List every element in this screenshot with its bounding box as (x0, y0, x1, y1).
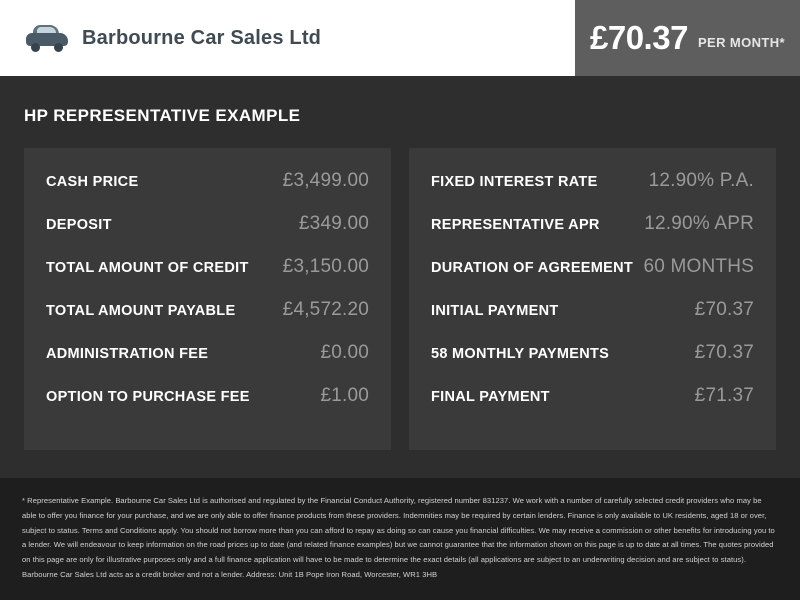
disclaimer-text: * Representative Example. Barbourne Car Sales Ltd is authorised and regulated by the Financial Conduct Authority, registered number 831237. We work with a number of carefully selected credit providers who may be able to offer you finance for your purchase, and we are only able to offer finance products from these providers. Indemnities may be required by certain lenders. Finance is only available to UK residents, aged 18 or over, subject to status. Terms and Conditions apply. You should not borrow more than you can afford to repay as doing so can cause you financial difficulties. We may receive a commission or other benefits for introducing you to a lender. We will endeavour to keep information on the road prices up to date (and related finance examples) but we cannot guarantee that the information shown on this page is up to date at all times. The quotes provided on this page are only for illustrative purposes only and a full finance application will have to be made to determine the exact details (all applications are subject to an underwriting decision and are subject to status). Barbourne Car Sales Ltd acts as a credit broker and not a lender. Address: Unit 1B Pope Iron Road, Worcester, WR1 3HB (22, 496, 775, 579)
row-label: DURATION OF AGREEMENT (431, 260, 634, 276)
row-label: REPRESENTATIVE APR (431, 217, 600, 233)
table-row (46, 299, 369, 342)
table-row (431, 213, 754, 256)
table-row (431, 342, 754, 385)
finance-details-panels (0, 126, 800, 450)
row-label: ADMINISTRATION FEE (46, 346, 209, 362)
footer-disclaimer (0, 478, 800, 600)
row-label: FIXED INTEREST RATE (431, 174, 598, 190)
row-value: £3,499.00 (282, 170, 369, 191)
table-row (431, 299, 754, 342)
page-header (0, 0, 800, 76)
row-value: £71.37 (694, 385, 754, 406)
table-row (431, 170, 754, 213)
car-icon (24, 23, 70, 53)
row-label: 58 MONTHLY PAYMENTS (431, 346, 610, 362)
row-value: 60 MONTHS (643, 256, 754, 277)
row-value: £70.37 (694, 342, 754, 363)
row-value: £3,150.00 (282, 256, 369, 277)
row-value: £349.00 (298, 213, 369, 234)
row-value: 12.90% APR (644, 213, 754, 234)
row-label: OPTION TO PURCHASE FEE (46, 389, 250, 405)
row-value: £0.00 (320, 342, 369, 363)
table-row (46, 342, 369, 385)
table-row (46, 385, 369, 428)
table-row (46, 213, 369, 256)
right-details-panel (409, 148, 776, 450)
table-row (431, 385, 754, 428)
row-label: INITIAL PAYMENT (431, 303, 559, 319)
page-title: HP REPRESENTATIVE EXAMPLE (24, 106, 301, 125)
row-label: DEPOSIT (46, 217, 112, 233)
company-name: Barbourne Car Sales Ltd (82, 26, 322, 49)
row-label: TOTAL AMOUNT PAYABLE (46, 303, 236, 319)
row-value: £4,572.20 (282, 299, 369, 320)
row-value: 12.90% P.A. (648, 170, 754, 191)
table-row (46, 170, 369, 213)
monthly-price-suffix: PER MONTH* (697, 34, 785, 50)
row-label: CASH PRICE (46, 174, 139, 190)
table-row (46, 256, 369, 299)
row-label: TOTAL AMOUNT OF CREDIT (46, 260, 249, 276)
monthly-price-banner (575, 0, 800, 76)
row-value: £1.00 (320, 385, 369, 406)
row-value: £70.37 (694, 299, 754, 320)
brand-area (0, 0, 575, 76)
monthly-price-amount: £70.37 (590, 19, 688, 56)
left-details-panel (24, 148, 391, 450)
table-row (431, 256, 754, 299)
row-label: FINAL PAYMENT (431, 389, 550, 405)
